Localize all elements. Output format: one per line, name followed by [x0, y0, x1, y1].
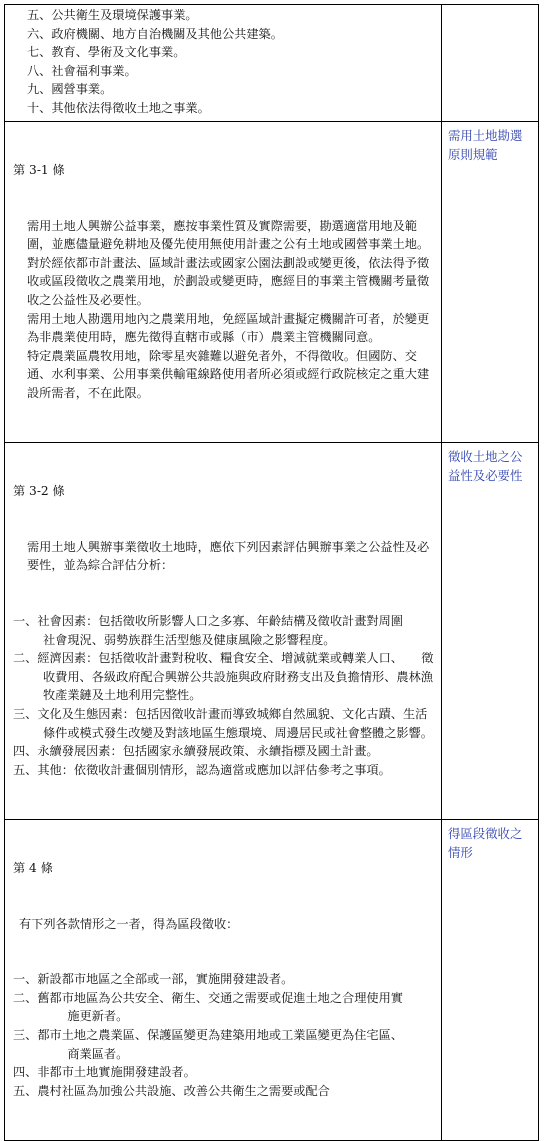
list-item: 六、政府機關、地方自治機關及其他公共建築。	[27, 26, 283, 41]
side-note: 得區段徵收之情形	[448, 825, 523, 860]
content-cell	[5, 5, 442, 122]
list-item: 二、舊都市地區為公共安全、衛生、交通之需要或促進土地之合理使用實 施更新者。	[13, 990, 403, 1024]
list-item: 三、都市土地之農業區、保護區變更為建築用地或工業區變更為住宅區、 商業區者。	[13, 1028, 403, 1061]
article-intro: 需用土地人興辦事業徵收土地時，應依下列因素評估興辦事業之公益性及必要性，並為綜合評估分析：	[27, 539, 430, 573]
list-item: 一、社會因素：包括徵收所影響人口之多寡、年齡結構及徵收計畫對周圍 社會現況、弱勢族群生活型態及健康風險之影響程度。	[13, 614, 428, 647]
list-item: 二、經濟因素：包括徵收計畫對稅收、糧食安全、增減就業或轉業人口、 徵收費用、各級政府配合興辦公共設施與政府財務支出及負擔情形、農林漁牧產業鏈及土地利用完整性。	[13, 651, 434, 703]
content-cell	[5, 819, 442, 1140]
article-3-1	[5, 122, 441, 442]
list-item: 八、社會福利事業。	[27, 63, 137, 78]
article-intro: 有下列各款情形之一者，得為區段徵收：	[19, 916, 239, 931]
paragraph: 需用土地人勘選用地內之農業用地，免經區域計畫擬定機關許可者，於變更為非農業使用時，應先徵得直轄市或縣（市）農業主管機關同意。	[27, 311, 430, 345]
note-cell	[442, 819, 539, 1140]
article-body	[13, 217, 439, 403]
article-4	[5, 820, 441, 1140]
side-note: 徵收土地之公益性及必要性	[448, 448, 523, 483]
article-heading: 第 4 條	[13, 860, 53, 875]
list-item: 一、新設都市地區之全部或一部，實施開發建設者。	[13, 972, 294, 987]
content-cell	[5, 121, 442, 442]
item-list	[13, 612, 439, 779]
paragraph: 對於經依都市計畫法、區域計畫法或國家公園法劃設或變更後，依法得予徵收或區段徵收之農業用地，於劃設或變更時，應經目的事業主管機關考量徵收之公益性及必要性。	[27, 255, 430, 307]
table-row	[5, 121, 539, 442]
item-list	[5, 5, 441, 121]
item-list	[13, 970, 439, 1100]
article-heading: 第 3-1 條	[13, 162, 65, 177]
table-row	[5, 5, 539, 122]
side-note: 需用土地勘選原則規範	[448, 127, 523, 162]
table-row	[5, 819, 539, 1140]
list-item: 五、其他：依徵收計畫個別情形，認為適當或應加以評估參考之事項。	[13, 762, 391, 777]
side-note	[442, 5, 538, 9]
list-item: 七、教育、學術及文化事業。	[27, 45, 186, 60]
paragraph: 需用土地人興辦公益事業，應按事業性質及實際需要，勘選適當用地及範圍，並應儘量避免耕地及優先使用無使用計畫之公有土地或國營事業土地。	[27, 218, 430, 252]
content-cell	[5, 442, 442, 819]
article-heading: 第 3-2 條	[13, 483, 65, 498]
list-item: 九、國營事業。	[27, 82, 113, 97]
list-item: 四、非都市土地實施開發建設者。	[13, 1065, 196, 1080]
note-cell	[442, 442, 539, 819]
table-row	[5, 442, 539, 819]
note-cell	[442, 5, 539, 122]
list-item: 十、其他依法得徵收土地之事業。	[27, 100, 210, 115]
list-item: 四、永續發展因素：包括國家永續發展政策、永續指標及國土計畫。	[13, 744, 379, 759]
list-item: 三、文化及生態因素：包括因徵收計畫而導致城鄉自然風貌、文化古蹟、生活條件或模式發生改變及對該地區生態環境、周邊居民或社會整體之影響。	[13, 706, 433, 740]
paragraph: 特定農業區農牧用地，除零星夾雜難以避免者外，不得徵收。但國防、交通、水利事業、公用事業供輸電線路使用者所必須或經行政院核定之重大建設所需者，不在此限。	[27, 348, 430, 400]
document-page	[4, 4, 538, 1141]
list-item: 五、農村社區為加強公共設施、改善公共衛生之需要或配合	[13, 1083, 330, 1098]
regulation-table	[4, 4, 539, 1141]
list-item: 五、公共衛生及環境保護事業。	[27, 8, 198, 22]
article-3-2	[5, 443, 441, 819]
note-cell	[442, 121, 539, 442]
